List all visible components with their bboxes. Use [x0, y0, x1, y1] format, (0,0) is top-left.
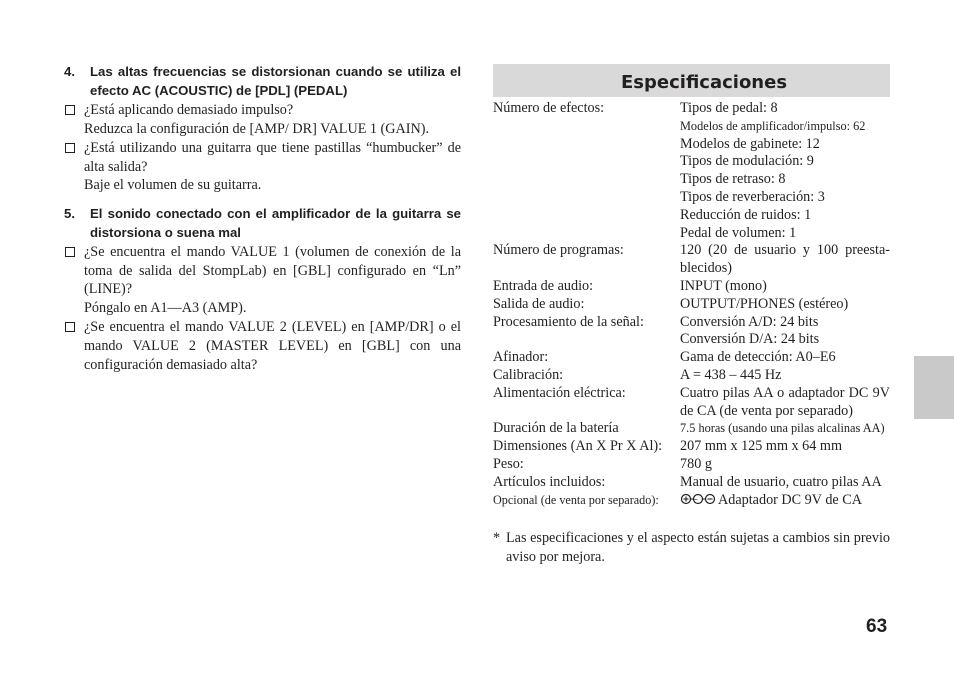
spec-value: A = 438 – 445 Hz: [680, 366, 782, 383]
spec-label: Número de programas:: [493, 242, 624, 259]
spec-value: INPUT (mono): [680, 277, 767, 294]
spec-label: Afinador:: [493, 349, 549, 366]
spec-row: [493, 349, 890, 367]
spec-value: 780 g: [680, 455, 712, 472]
spec-row: [493, 385, 890, 421]
check-question: ¿Se encuentra el mando VALUE 2 (LEVEL) en [AMP/DR] o el mando VALUE 2 (MASTER LEVEL) en [GBL] con una configuración demasiado alta?: [84, 319, 461, 373]
spec-row: [493, 367, 890, 385]
spec-value: Conversión D/A: 24 bits: [680, 331, 820, 348]
spec-row: [493, 492, 890, 510]
spec-row: [493, 100, 890, 242]
checkbox-square-icon: [64, 101, 84, 138]
check-question: ¿Está aplicando demasiado impulso?: [84, 102, 294, 118]
spec-value: Modelos de amplificador/impulso: 62: [680, 118, 866, 133]
spec-label: Duración de la batería: [493, 420, 619, 437]
checkbox-square-icon: [64, 243, 84, 317]
spec-value: 120 (20 de usuario y 100 preesta- blecidos): [680, 242, 890, 277]
spec-row: [493, 278, 890, 296]
check-item: [64, 318, 461, 374]
specifications-column: [493, 64, 890, 567]
check-item: [64, 101, 461, 138]
spec-row: [493, 296, 890, 314]
spec-value: Conversión A/D: 24 bits: [680, 313, 819, 330]
problem-title: El sonido conectado con el amplificador de la guitarra se distorsiona o suena mal: [90, 205, 461, 240]
check-answer: Póngalo en A1—A3 (AMP).: [84, 299, 247, 316]
spec-label: Dimensiones (An X Pr X Al):: [493, 438, 663, 455]
spec-label: Procesamiento de la señal:: [493, 313, 644, 330]
spec-label: Entrada de audio:: [493, 277, 594, 294]
spec-label: Artículos incluidos:: [493, 473, 606, 490]
spec-value: Tipos de retraso: 8: [680, 171, 786, 188]
spec-label: Opcional (de venta por separado):: [493, 492, 659, 507]
dc-polarity-icon: [680, 493, 716, 505]
spec-row: [493, 314, 890, 350]
footnote-mark: *: [493, 530, 501, 547]
spec-row: [493, 438, 890, 456]
footnote-text: Las especificaciones y el aspecto están sujetas a cambios sin previo aviso por mejora.: [506, 530, 890, 565]
footnote: [493, 529, 890, 566]
page-edge-tab: [914, 356, 954, 419]
check-answer: Baje el volumen de su guitarra.: [84, 177, 262, 194]
spec-row: [493, 242, 890, 278]
problem-heading-5: [64, 204, 461, 242]
spec-value: Pedal de volumen: 1: [680, 224, 797, 241]
troubleshooting-column: [64, 62, 461, 374]
spec-label: Salida de audio:: [493, 295, 585, 312]
spec-label: Calibración:: [493, 366, 564, 383]
check-question: ¿Está utilizando una guitarra que tiene pastillas “humbucker” de alta salida?: [84, 140, 461, 175]
spec-label: Peso:: [493, 455, 524, 472]
check-item: [64, 139, 461, 195]
problem-number: 4.: [64, 64, 75, 79]
check-question: ¿Se encuentra el mando VALUE 1 (volumen de conexión de la toma de salida del StompLab) en [GBL] configurado en “Ln” (LINE)?: [84, 243, 461, 298]
spec-row: [493, 420, 890, 438]
spec-value: Tipos de reverberación: 3: [680, 188, 825, 205]
spec-value: 207 mm x 125 mm x 64 mm: [680, 438, 842, 455]
problem-heading-4: [64, 62, 461, 100]
check-item: [64, 243, 461, 317]
checkbox-square-icon: [64, 139, 84, 195]
spec-label: Alimentación eléctrica:: [493, 384, 626, 401]
spec-value: 7.5 horas (usando una pilas alcalinas AA): [680, 421, 885, 436]
spec-value: Adaptador DC 9V de CA: [718, 491, 862, 508]
spec-row: [493, 474, 890, 492]
page-number: 63: [866, 616, 888, 637]
spec-value: Cuatro pilas AA o adaptador DC 9V de CA (de venta por separado): [680, 384, 890, 419]
spec-value: OUTPUT/PHONES (estéreo): [680, 295, 849, 312]
spec-value: Reducción de ruidos: 1: [680, 206, 812, 223]
problem-title: Las altas frecuencias se distorsionan cuando se utiliza el efecto AC (ACOUSTIC) de [PDL] (PEDAL): [90, 64, 461, 98]
spec-label: Número de efectos:: [493, 100, 605, 116]
spec-value: Tipos de modulación: 9: [680, 153, 814, 170]
checkbox-square-icon: [64, 318, 84, 374]
problem-number: 5.: [64, 205, 75, 221]
spec-row: [493, 456, 890, 474]
spec-value: Modelos de gabinete: 12: [680, 135, 820, 152]
check-answer: Reduzca la configuración de [AMP/ DR] VALUE 1 (GAIN).: [84, 120, 430, 137]
spec-value: Gama de detección: A0–E6: [680, 349, 836, 366]
section-title: Especificaciones: [493, 64, 890, 97]
spec-value: Manual de usuario, cuatro pilas AA: [680, 473, 882, 490]
spec-value: Tipos de pedal: 8: [680, 100, 778, 116]
